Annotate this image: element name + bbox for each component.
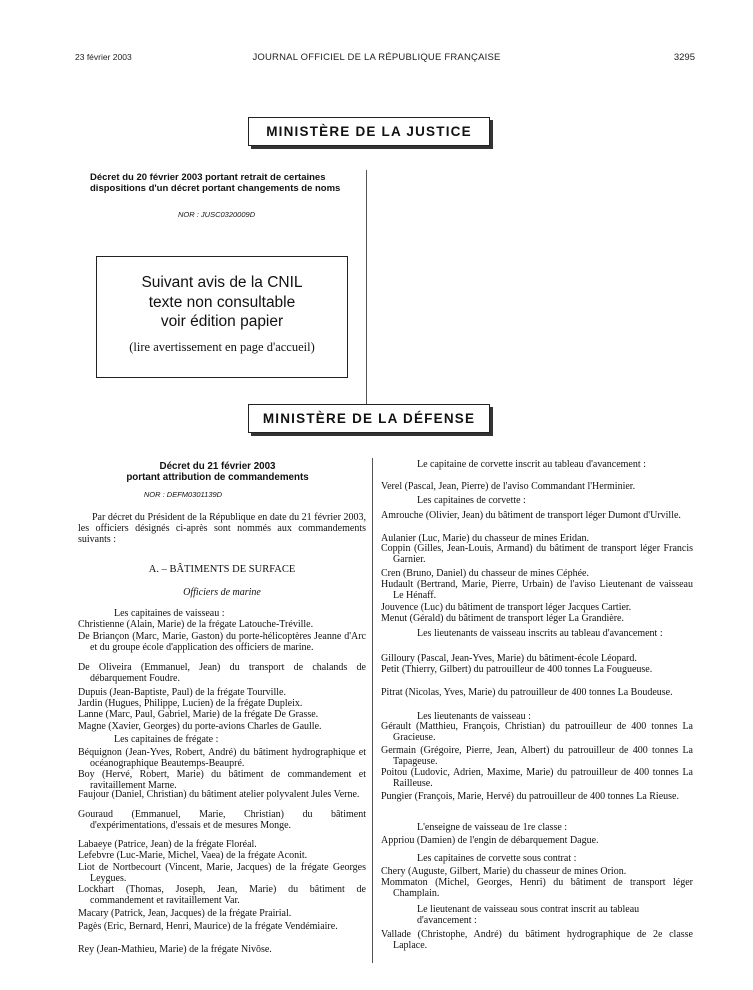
cnil-notice-box xyxy=(96,256,348,378)
appointment-entry: Jardin (Hugues, Philippe, Lucien) de la frégate Dupleix. xyxy=(78,698,303,709)
appointment-entry: Gouraud (Emmanuel, Marie, Christian) du bâtiment d'expérimentations, d'essais et de mesures Monge. xyxy=(78,809,366,831)
appointment-entry: Aulanier (Luc, Marie) du chasseur de mines Eridan. xyxy=(381,533,589,544)
header-journal-title: JOURNAL OFFICIEL DE LA RÉPUBLIQUE FRANÇAISE xyxy=(252,52,501,63)
header-date: 23 février 2003 xyxy=(75,52,132,62)
appointment-entry: Petit (Thierry, Gilbert) du patrouilleur de 400 tonnes La Fougueuse. xyxy=(381,664,653,675)
appointment-entry: Boy (Hervé, Robert, Marie) du bâtiment de commandement et ravitaillement Marne. xyxy=(78,769,366,791)
appointment-entry: Labaeye (Patrice, Jean) de la frégate Floréal. xyxy=(78,839,257,850)
subsection-heading: Officiers de marine xyxy=(183,587,261,598)
appointment-entry: Lanne (Marc, Paul, Gabriel, Marie) de la frégate De Grasse. xyxy=(78,709,319,720)
appointment-entry: Mommaton (Michel, Georges, Henri) du bâtiment de transport léger Champlain. xyxy=(381,877,693,899)
appointment-entry: Gérault (Matthieu, François, Christian) du patrouilleur de 400 tonnes La Gracieuse. xyxy=(381,721,693,743)
appointment-entry: Magne (Xavier, Georges) du porte-avions Charles de Gaulle. xyxy=(78,721,322,732)
rank-heading: Le lieutenant de vaisseau sous contrat inscrit au tableau d'avancement : xyxy=(417,904,640,926)
appointment-entry: Pagès (Eric, Bernard, Henri, Maurice) de la frégate Vendémiaire. xyxy=(78,921,338,932)
appointment-entry: Appriou (Damien) de l'engin de débarquement Dague. xyxy=(381,835,599,846)
defense-decree-title-line1: Décret du 21 février 2003 xyxy=(159,461,276,472)
appointment-entry: Macary (Patrick, Jean, Jacques) de la frégate Prairial. xyxy=(78,908,292,919)
appointment-entry: Christienne (Alain, Marie) de la frégate Latouche-Tréville. xyxy=(78,619,314,630)
appointment-entry: De Briançon (Marc, Marie, Gaston) du porte-hélicoptères Jeanne d'Arc et du groupe école d'application des officiers de marine. xyxy=(78,631,366,653)
cnil-note: (lire avertissement en page d'accueil) xyxy=(129,339,315,354)
ministry-defense-heading: MINISTÈRE DE LA DÉFENSE xyxy=(248,404,490,433)
appointment-entry: Chery (Auguste, Gilbert, Marie) du chasseur de mines Orion. xyxy=(381,866,627,877)
cnil-line-2: texte non consultable xyxy=(148,293,296,311)
defense-nor: NOR : DEFM0301139D xyxy=(143,490,223,499)
appointment-entry: Amrouche (Olivier, Jean) du bâtiment de transport léger Dumont d'Urville. xyxy=(381,510,681,521)
appointment-entry: Coppin (Gilles, Jean-Louis, Armand) du bâtiment de transport léger Francis Garnier. xyxy=(381,543,693,565)
rank-heading: Les lieutenants de vaisseau : xyxy=(417,711,531,722)
section-heading: A. – BÂTIMENTS DE SURFACE xyxy=(148,564,296,575)
justice-nor: NOR : JUSC0320009D xyxy=(178,210,256,219)
header-page-number: 3295 xyxy=(673,52,695,63)
appointment-entry: Germain (Grégoire, Pierre, Jean, Albert) du patrouilleur de 400 tonnes La Tapageuse. xyxy=(381,745,693,767)
appointment-entry: Lockhart (Thomas, Joseph, Jean, Marie) du bâtiment de commandement et ravitaillement Var. xyxy=(78,884,366,906)
defense-intro: Par décret du Président de la République en date du 21 février 2003, les officiers désignés ci-après sont nommés aux commandements suivants : xyxy=(78,512,366,545)
rank-heading: L'enseigne de vaisseau de 1re classe : xyxy=(417,822,568,833)
appointment-entry: Verel (Pascal, Jean, Pierre) de l'aviso Commandant l'Herminier. xyxy=(381,481,636,492)
rank-heading: Les capitaines de corvette : xyxy=(417,495,526,506)
rank-heading: Les lieutenants de vaisseau inscrits au tableau d'avancement : xyxy=(417,628,663,639)
appointment-entry: Pungier (François, Marie, Hervé) du patrouilleur de 400 tonnes La Rieuse. xyxy=(381,791,679,802)
appointment-entry: Lefebvre (Luc-Marie, Michel, Vaea) de la frégate Aconit. xyxy=(78,850,308,861)
column-divider xyxy=(366,170,367,415)
appointment-entry: Rey (Jean-Mathieu, Marie) de la frégate Nivôse. xyxy=(78,944,272,955)
appointment-entry: Vallade (Christophe, André) du bâtiment hydrographique de 2e classe Laplace. xyxy=(381,929,693,951)
rank-heading: Les capitaines de corvette sous contrat : xyxy=(417,853,577,864)
rank-heading: Les capitaines de vaisseau : xyxy=(114,608,225,619)
appointment-entry: Faujour (Daniel, Christian) du bâtiment atelier polyvalent Jules Verne. xyxy=(78,789,360,800)
appointment-entry: Liot de Nortbecourt (Vincent, Marie, Jacques) de la frégate Georges Leygues. xyxy=(78,862,366,884)
appointment-entry: Dupuis (Jean-Baptiste, Paul) de la frégate Tourville. xyxy=(78,687,286,698)
rank-heading: Le capitaine de corvette inscrit au tableau d'avancement : xyxy=(417,459,646,470)
column-divider xyxy=(372,458,373,963)
cnil-line-3: voir édition papier xyxy=(160,313,284,330)
appointment-entry: De Oliveira (Emmanuel, Jean) du transport de chalands de débarquement Foudre. xyxy=(78,662,366,684)
appointment-entry: Béquignon (Jean-Yves, Robert, André) du bâtiment hydrographique et océanographique Beautemps-Beaupré. xyxy=(78,747,366,769)
justice-decree-title: Décret du 20 février 2003 portant retrait de certaines dispositions d'un décret portant changements de noms xyxy=(90,172,341,194)
appointment-entry: Poitou (Ludovic, Adrien, Maxime, Marie) du patrouilleur de 400 tonnes La Railleuse. xyxy=(381,767,693,789)
ministry-justice-heading: MINISTÈRE DE LA JUSTICE xyxy=(248,117,490,146)
appointment-entry: Jouvence (Luc) du bâtiment de transport léger Jacques Cartier. xyxy=(381,602,632,613)
cnil-line-1: Suivant avis de la CNIL xyxy=(141,274,303,291)
appointment-entry: Hudault (Bertrand, Marie, Pierre, Urbain) de l'aviso Lieutenant de vaisseau Le Hénaff. xyxy=(381,579,693,601)
appointment-entry: Cren (Bruno, Daniel) du chasseur de mines Céphée. xyxy=(381,568,589,579)
appointment-entry: Gilloury (Pascal, Jean-Yves, Marie) du bâtiment-école Léopard. xyxy=(381,653,637,664)
appointment-entry: Pitrat (Nicolas, Yves, Marie) du patrouilleur de 400 tonnes La Boudeuse. xyxy=(381,687,673,698)
defense-decree-title-line2: portant attribution de commandements xyxy=(126,472,309,483)
rank-heading: Les capitaines de frégate : xyxy=(114,734,219,745)
appointment-entry: Menut (Gérald) du bâtiment de transport léger La Grandière. xyxy=(381,613,624,624)
defense-decree-title xyxy=(90,461,345,483)
